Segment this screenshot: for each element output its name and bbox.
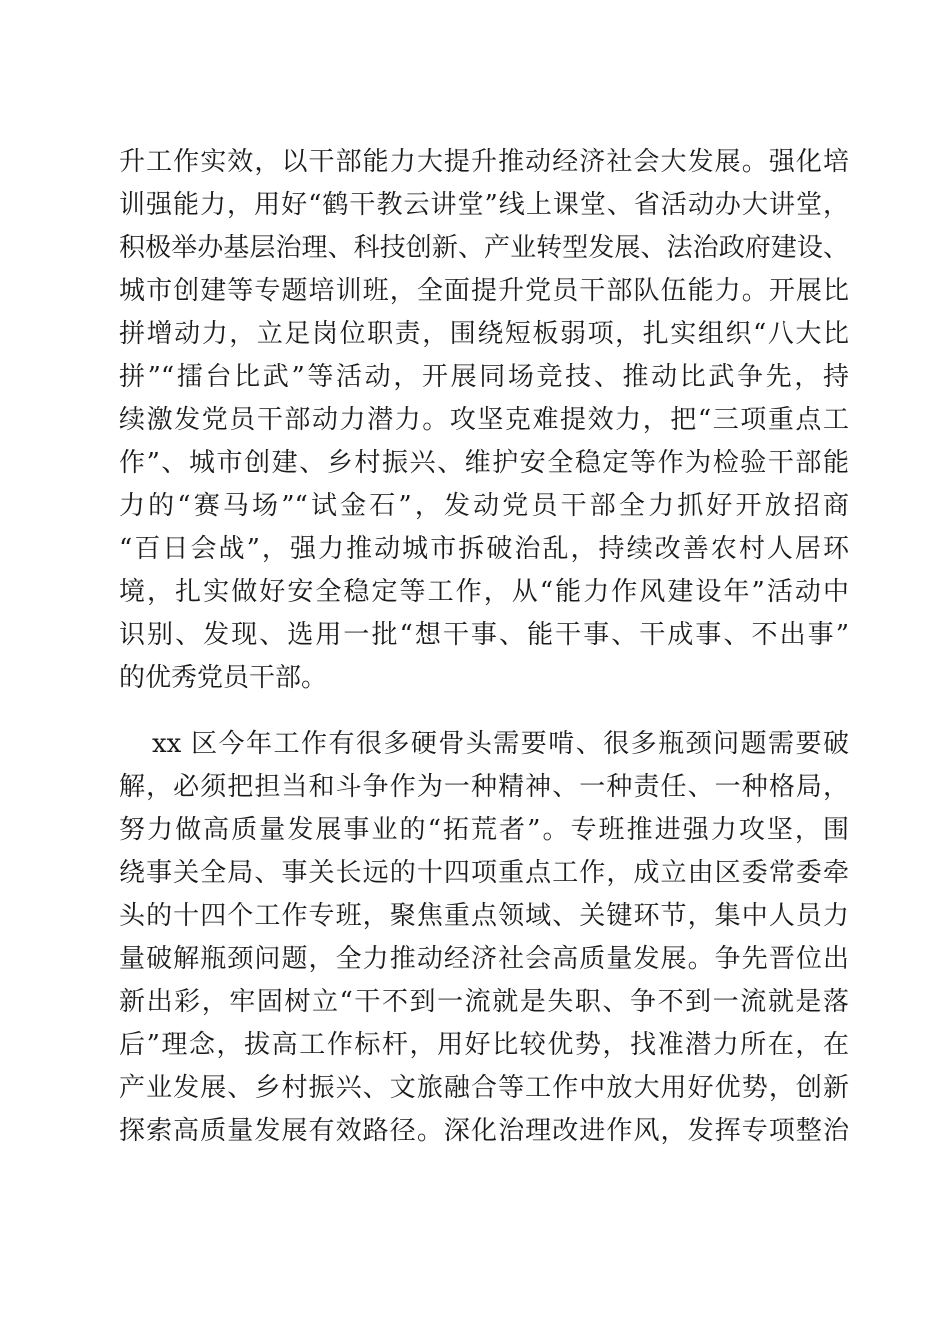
- paragraph-2-line-7: 新出彩，牢固树立“干不到一流就是失职、争不到一流就是落: [119, 987, 849, 1017]
- paragraph-2-line-8: 后”理念，拔高工作标杆，用好比较优势，找准潜力所在，在: [119, 1030, 849, 1060]
- paragraph-1-line-1: 升工作实效，以干部能力大提升推动经济社会大发展。强化培: [119, 147, 849, 177]
- paragraph-2-line-1: xx 区今年工作有很多硬骨头需要啃、很多瓶颈问题需要破: [152, 729, 849, 759]
- paragraph-1-line-11: 境，扎实做好安全稳定等工作，从“能力作风建设年”活动中: [119, 577, 849, 607]
- paragraph-1-line-6: 拼”“擂台比武”等活动，开展同场竞技、推动比武争先，持: [119, 362, 849, 392]
- paragraph-1-line-13: 的优秀党员干部。: [119, 663, 328, 693]
- paragraph-1-line-8: 作”、城市创建、乡村振兴、维护安全稳定等作为检验干部能: [119, 448, 849, 478]
- paragraph-2-line-10: 探索高质量发展有效路径。深化治理改进作风，发挥专项整治: [119, 1116, 849, 1146]
- paragraph-1-line-2: 训强能力，用好“鹤干教云讲堂”线上课堂、省活动办大讲堂，: [119, 190, 849, 220]
- paragraph-1-line-4: 城市创建等专题培训班，全面提升党员干部队伍能力。开展比: [119, 276, 849, 306]
- paragraph-1-line-9: 力的“赛马场”“试金石”，发动党员干部全力抓好开放招商: [119, 491, 849, 521]
- paragraph-2-line-2: 解，必须把担当和斗争作为一种精神、一种责任、一种格局，: [119, 772, 849, 802]
- paragraph-2-line-9: 产业发展、乡村振兴、文旅融合等工作中放大用好优势，创新: [119, 1073, 849, 1103]
- paragraph-1-line-3: 积极举办基层治理、科技创新、产业转型发展、法治政府建设、: [119, 233, 849, 263]
- paragraph-1-line-5: 拼增动力，立足岗位职责，围绕短板弱项，扎实组织“八大比: [119, 319, 849, 349]
- paragraph-2-line-3: 努力做高质量发展事业的“拓荒者”。专班推进强力攻坚，围: [119, 815, 849, 845]
- paragraph-1-line-10: “百日会战”，强力推动城市拆破治乱，持续改善农村人居环: [119, 534, 849, 564]
- paragraph-2-line-4: 绕事关全局、事关长远的十四项重点工作，成立由区委常委牵: [119, 858, 849, 888]
- paragraph-1-line-7: 续激发党员干部动力潜力。攻坚克难提效力，把“三项重点工: [119, 405, 849, 435]
- paragraph-2-line-5: 头的十四个工作专班，聚焦重点领域、关键环节，集中人员力: [119, 901, 849, 931]
- paragraph-1-line-12: 识别、发现、选用一批“想干事、能干事、干成事、不出事”: [119, 620, 849, 650]
- paragraph-2-line-6: 量破解瓶颈问题，全力推动经济社会高质量发展。争先晋位出: [119, 944, 849, 974]
